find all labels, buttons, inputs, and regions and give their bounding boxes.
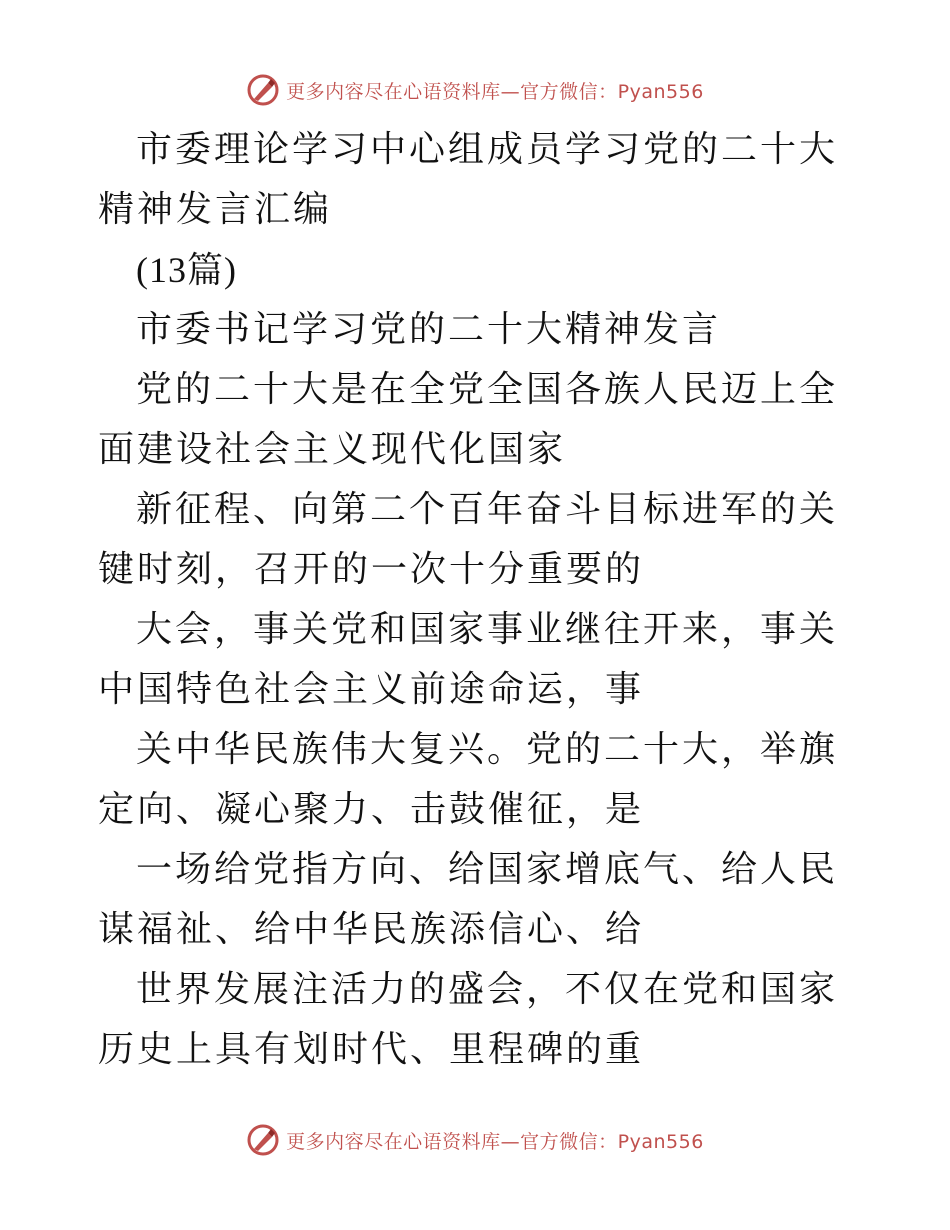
footer-watermark <box>0 1120 950 1160</box>
document-body <box>98 120 858 1080</box>
header-watermark <box>0 70 950 110</box>
paragraph-2: 新征程、向第二个百年奋斗目标进军的关键时刻，召开的一次十分重要的 <box>98 489 839 590</box>
paragraph-5: 一场给党指方向、给国家增底气、给人民谋福祉、给中华民族添信心、给 <box>98 849 839 950</box>
paragraph-4: 关中华民族伟大复兴。党的二十大，举旗定向、凝心聚力、击鼓催征，是 <box>98 729 839 830</box>
paragraph-6: 世界发展注活力的盛会，不仅在党和国家历史上具有划时代、里程碑的重 <box>98 969 839 1070</box>
document-title: 市委理论学习中心组成员学习党的二十大精神发言汇编 <box>98 129 839 230</box>
paragraph-3: 大会，事关党和国家事业继往开来，事关中国特色社会主义前途命运，事 <box>98 609 839 710</box>
watermark-text: 更多内容尽在心语资料库—官方微信：Pyan556 <box>286 1130 704 1153</box>
watermark-text: 更多内容尽在心语资料库—官方微信：Pyan556 <box>286 80 704 103</box>
paragraph-1: 党的二十大是在全党全国各族人民迈上全面建设社会主义现代化国家 <box>98 369 839 470</box>
pen-logo-icon <box>246 1123 280 1157</box>
article-count: (13篇) <box>136 250 237 290</box>
section-heading: 市委书记学习党的二十大精神发言 <box>136 309 722 350</box>
pen-logo-icon <box>246 73 280 107</box>
